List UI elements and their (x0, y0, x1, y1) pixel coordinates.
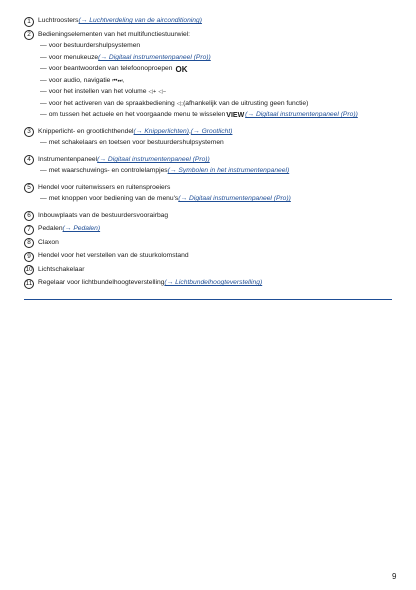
sub-item: — voor beantwoorden van telefoonoproepen OK (40, 64, 188, 74)
item-label: Bedieningselementen van het multifunctiestuurwiel: (38, 30, 191, 38)
sub-item: — met knoppen voor bediening van de menu's (→ Digitaal instrumentenpaneel (Pro)) (40, 195, 291, 203)
item-number-badge: 11 (24, 279, 34, 289)
legend-item-9 (24, 251, 396, 263)
sub-item: — met waarschuwings- en controlelampjes (→ Symbolen in het instrumentenpaneel) (40, 167, 290, 175)
legend-item-11 (24, 278, 396, 290)
legend-item-2 (24, 30, 396, 42)
legend-item-3: 3 Knipperlicht- en grootlichthendel (→ Knipperlichten) , (→ Grootlicht) (24, 127, 396, 139)
view-key-symbol: VIEW (226, 112, 245, 120)
sub-item-text: voor bestuurdershulpsystemen (48, 42, 141, 50)
cross-reference-link[interactable]: (→ Lichtbundelhoogteverstelling) (164, 279, 263, 287)
voice-control-icon: ◁; (176, 100, 184, 107)
cross-reference-link[interactable]: (→ Pedalen) (62, 225, 101, 233)
legend-item-4 (24, 155, 396, 167)
item-number-badge: 2 (24, 30, 34, 40)
item-number-badge: 7 (24, 225, 34, 235)
item-number-badge: 8 (24, 238, 34, 248)
cross-reference-link[interactable]: (→ Digitaal instrumentenpaneel (Pro)) (178, 195, 291, 203)
sub-item-text: met knoppen voor bediening van de menu's (48, 195, 179, 203)
volume-icon: ◁+ ◁− (148, 89, 167, 95)
legend-list (24, 16, 396, 290)
section-divider (24, 299, 392, 300)
sub-item: — om tussen het actuele en het voorgaande menu te wisselen VIEW (→ Digitaal instrumentenpaneel (Pro)) (40, 111, 358, 120)
sub-item-text: met waarschuwings- en controlelampjes (48, 167, 168, 175)
sub-item-text: voor het activeren van de spraakbediening (48, 99, 175, 107)
sub-item-text: voor audio, navigatie (48, 76, 111, 84)
sub-item-text: voor menukeuze (48, 53, 99, 61)
item-number-badge: 9 (24, 252, 34, 262)
item-number-badge: 1 (24, 17, 34, 27)
item-label: Inbouwplaats van de bestuurdersvoorairbag (38, 211, 169, 219)
cross-reference-link[interactable]: (→ Digitaal instrumentenpaneel (Pro)) (98, 53, 211, 61)
sub-item: — met schakelaars en toetsen voor bestuurdershulpsystemen (40, 139, 224, 147)
sub-item-text: voor het instellen van het volume (48, 88, 147, 96)
item-label: Regelaar voor lichtbundelhoogteverstelling (38, 279, 165, 287)
page-number: 9 (392, 572, 397, 581)
item-label: Lichtschakelaar (38, 265, 85, 273)
item-label: Luchtroosters (38, 17, 79, 25)
sub-item-text: om tussen het actuele en het voorgaande menu te wisselen (48, 111, 226, 119)
legend-item-8 (24, 238, 396, 250)
item-number-badge: 5 (24, 183, 34, 193)
item-label: Hendel voor het verstellen van de stuurkolomstand (38, 252, 189, 260)
cross-reference-link[interactable]: (→ Grootlicht) (190, 127, 233, 135)
cross-reference-link[interactable]: (→ Digitaal instrumentenpaneel (Pro)) (245, 111, 358, 119)
legend-item-7 (24, 224, 396, 236)
item-number-badge: 4 (24, 155, 34, 165)
legend-item-1 (24, 16, 396, 28)
sub-item: — voor bestuurdershulpsystemen (40, 42, 141, 50)
item-label: Knipperlicht- en grootlichthendel (38, 127, 134, 135)
legend-item-10 (24, 265, 396, 277)
skip-track-icon: ⏮⏭, (112, 77, 125, 84)
sub-item-text-after: (afhankelijk van de uitrusting geen functie) (183, 99, 309, 107)
item-label: Instrumentenpaneel (38, 155, 98, 163)
sub-item-text: met schakelaars en toetsen voor bestuurdershulpsystemen (48, 139, 224, 147)
sub-item-text: voor beantwoorden van telefoonoproepen (48, 65, 173, 73)
item-number-badge: 3 (24, 127, 34, 137)
sub-item: — voor menukeuze (→ Digitaal instrumentenpaneel (Pro)) (40, 53, 211, 61)
item-label: Hendel voor ruitenwissers en ruitensproeiers (38, 183, 171, 191)
cross-reference-link[interactable]: (→ Luchtverdeling van de airconditioning) (78, 17, 202, 25)
cross-reference-link[interactable]: (→ Knipperlichten) (133, 127, 189, 135)
sub-item: — voor het activeren van de spraakbediening ◁; (afhankelijk van de uitrusting geen functie) (40, 99, 309, 107)
item-label: Pedalen (38, 225, 63, 233)
legend-item-6 (24, 211, 396, 223)
ok-key-symbol: OK (175, 64, 188, 74)
item-label: Claxon (38, 238, 59, 246)
cross-reference-link[interactable]: (→ Symbolen in het instrumentenpaneel) (167, 167, 290, 175)
cross-reference-link[interactable]: (→ Digitaal instrumentenpaneel (Pro)) (97, 155, 210, 163)
item-number-badge: 10 (24, 265, 34, 275)
sub-item: — voor het instellen van het volume ◁+ ◁− (40, 88, 167, 96)
sub-item: — voor audio, navigatie ⏮⏭, (40, 76, 125, 84)
item-number-badge: 6 (24, 211, 34, 221)
legend-item-5 (24, 183, 396, 195)
